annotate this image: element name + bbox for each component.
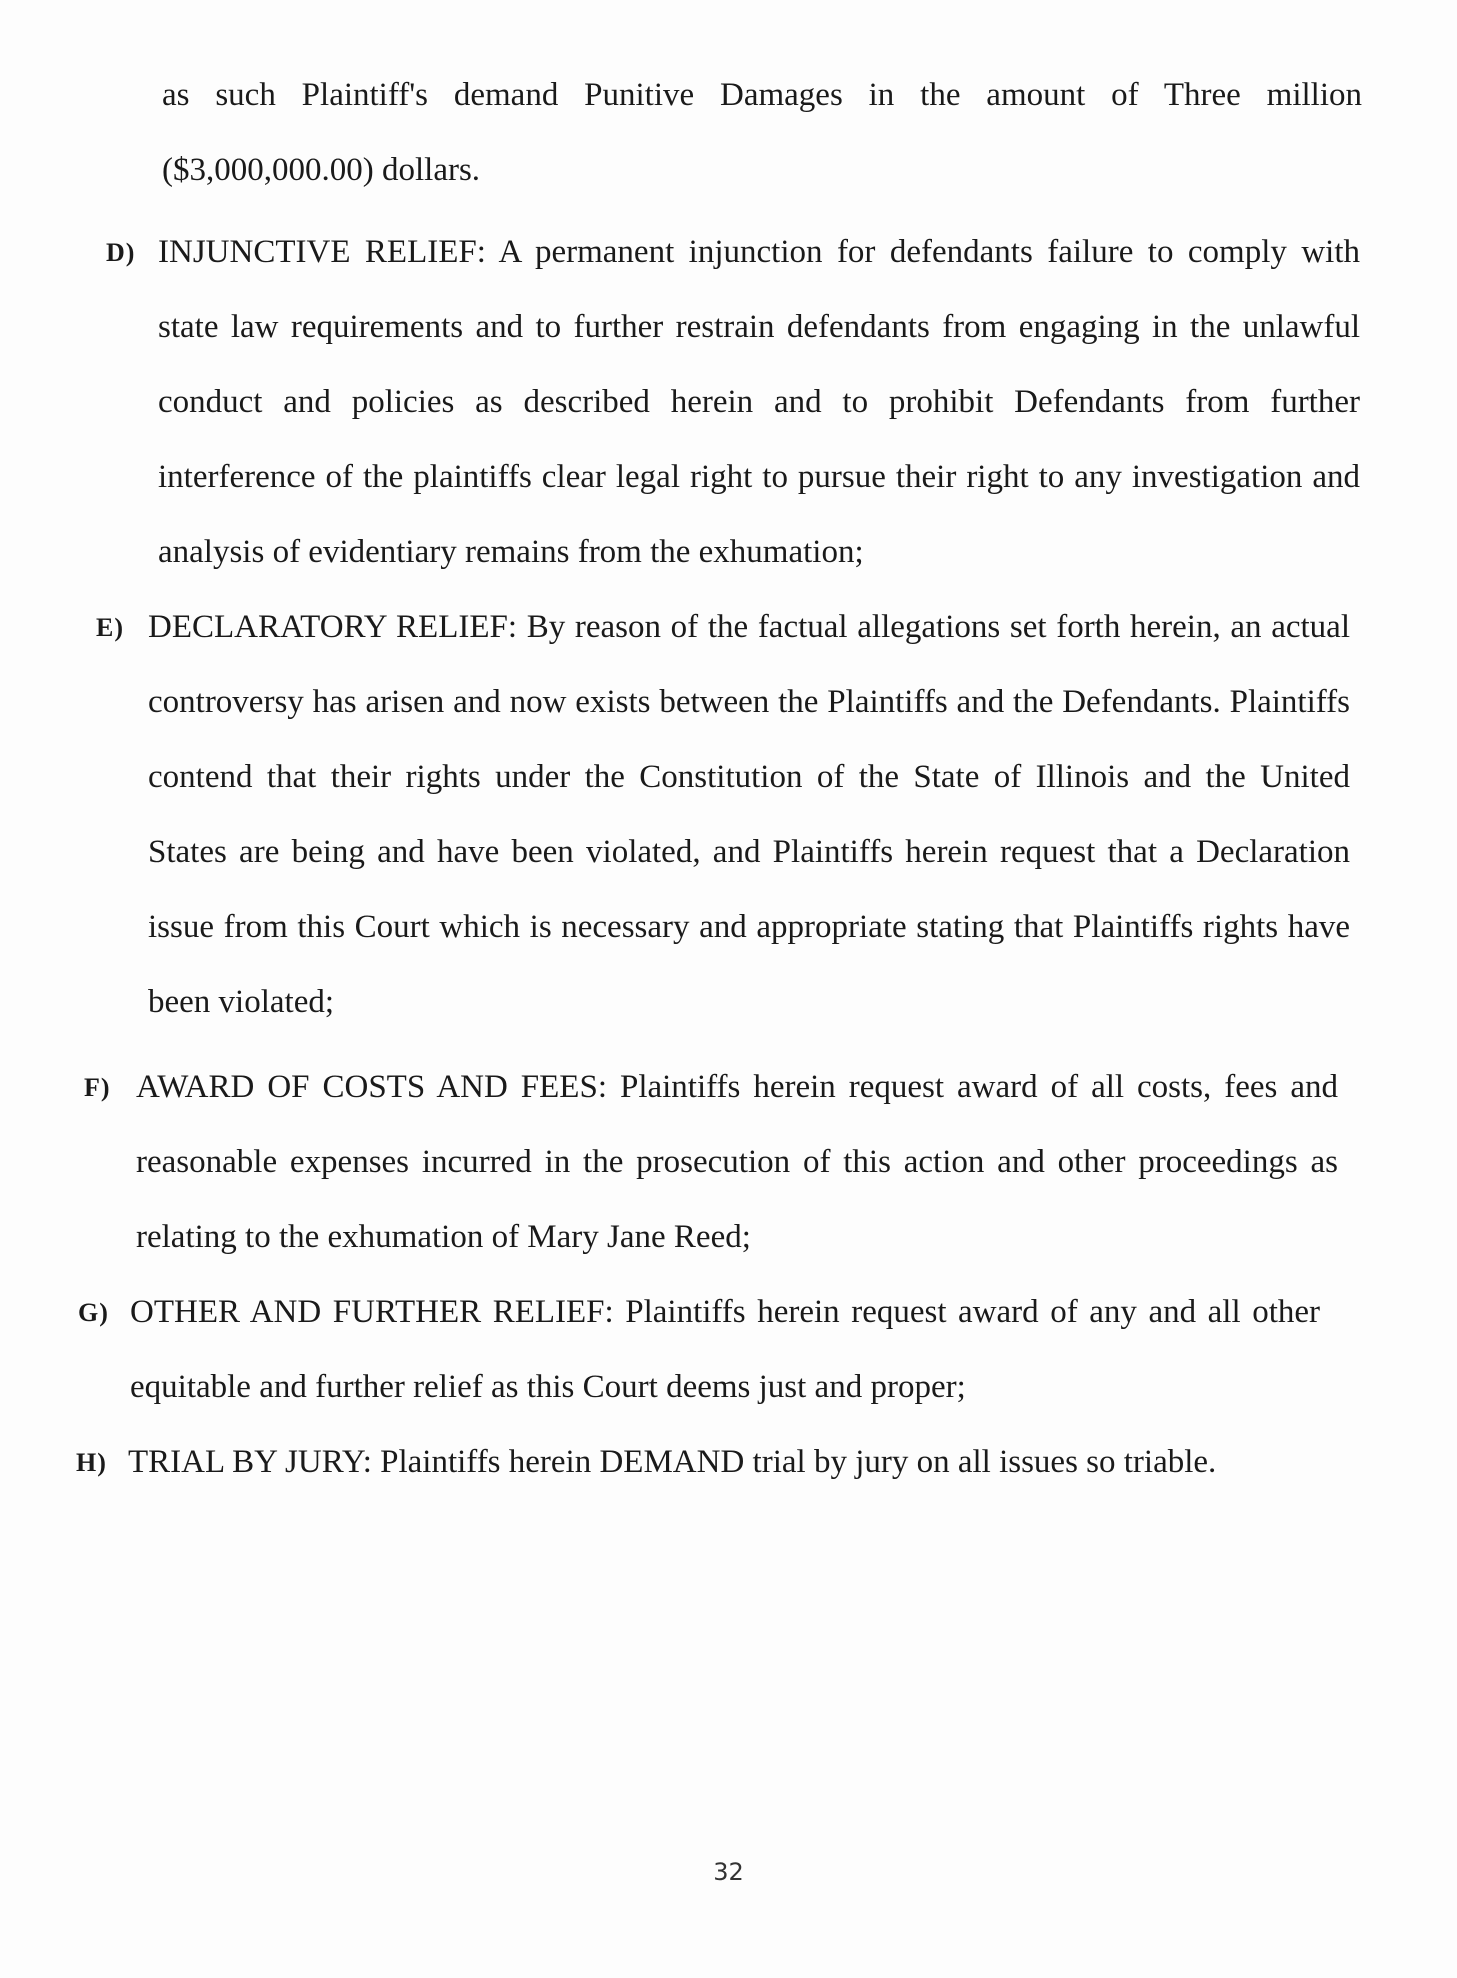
item-marker: F) — [84, 1073, 111, 1102]
relief-item-f — [84, 1050, 1338, 1275]
item-marker: G) — [78, 1298, 109, 1327]
relief-item-h — [76, 1425, 1328, 1500]
item-marker: H) — [76, 1448, 107, 1477]
item-marker: D) — [106, 238, 136, 267]
item-text: AWARD OF COSTS AND FEES: Plaintiffs herein request award of all costs, fees and reasonable expenses incurred in the prosecution of this action and other proceedings as relating to the exhumation of Mary Jane Reed; — [136, 1069, 1338, 1255]
item-text: OTHER AND FURTHER RELIEF: Plaintiffs herein request award of any and all other equitable and further relief as this Court deems just and proper; — [130, 1294, 1320, 1405]
item-text: INJUNCTIVE RELIEF: A permanent injunction for defendants failure to comply with state law requirements and to further restrain defendants from engaging in the unlawful conduct and policies as described herein and to prohibit Defendants from further interference of the plaintiffs clear legal right to pursue their right to any investigation and analysis of evidentiary remains from the exhumation; — [158, 234, 1360, 570]
relief-item-g — [78, 1275, 1320, 1425]
item-marker: E) — [96, 613, 124, 642]
relief-item-d — [106, 215, 1360, 590]
item-text: TRIAL BY JURY: Plaintiffs herein DEMAND trial by jury on all issues so triable. — [128, 1444, 1217, 1480]
page-number: 32 — [713, 1858, 744, 1886]
relief-item-e — [96, 590, 1350, 1040]
continuation-paragraph: as such Plaintiff's demand Punitive Damages in the amount of Three million ($3,000,000.00) dollars. — [162, 77, 1362, 188]
item-text: DECLARATORY RELIEF: By reason of the factual allegations set forth herein, an actual controversy has arisen and now exists between the Plaintiffs and the Defendants. Plaintiffs contend that their rights under the Constitution of the State of Illinois and the United States are being and have been violated, and Plaintiffs herein request that a Declaration issue from this Court which is necessary and appropriate stating that Plaintiffs rights have been violated; — [148, 609, 1350, 1020]
